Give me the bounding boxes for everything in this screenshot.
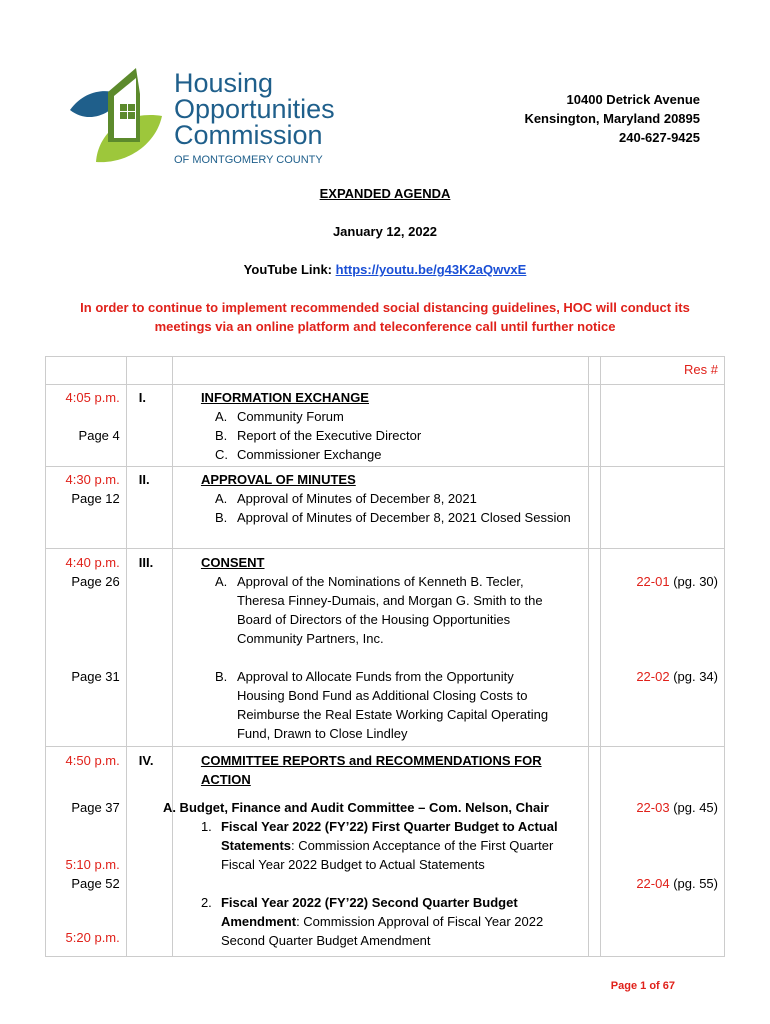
notice-line-1: In order to continue to implement recommended social distancing guidelines, HOC will conduct its <box>80 300 690 315</box>
section-row-3 <box>46 549 725 747</box>
section-3-b-page: Page 31 <box>71 669 120 684</box>
section-1-num: I. <box>126 385 172 467</box>
address-phone: 240-627-9425 <box>619 130 700 145</box>
section-1-page: Page 4 <box>78 428 120 443</box>
page-footer: Page 1 of 67 <box>610 980 675 992</box>
section-2-page: Page 12 <box>71 491 120 506</box>
section-row-1 <box>46 385 725 467</box>
section-4-item-1: 1. Fiscal Year 2022 (FY’22) First Quarter Budget to Actual Statements: Commission Acceptance of the First Quarter Fiscal Year 2022 Budget to Actual Statements <box>200 819 558 872</box>
section-2-title: APPROVAL OF MINUTES <box>200 472 356 487</box>
section-1-item-b: B. Report of the Executive Director <box>214 428 422 443</box>
res-22-02: 22-02 (pg. 34) <box>636 669 718 684</box>
res-22-03: 22-03 (pg. 45) <box>636 800 718 815</box>
hoc-logo <box>66 66 366 170</box>
section-4-title: COMMITTEE REPORTS and RECOMMENDATIONS FOR ACTION <box>200 753 542 787</box>
section-3-title: CONSENT <box>200 555 265 570</box>
section-2-item-a: A. Approval of Minutes of December 8, 2021 <box>214 491 477 506</box>
table-header-row <box>46 357 725 385</box>
section-4-time: 4:50 p.m. <box>65 753 120 768</box>
house-leaf-icon <box>66 66 176 170</box>
section-3-item-a: A. Approval of the Nominations of Kenneth B. Tecler, Theresa Finney-Dumais, and Morgan G. Smith to the Board of Directors of the Housing Opportunities Community Partners, Inc. <box>214 574 543 646</box>
section-1-item-a: A. Community Forum <box>214 409 344 424</box>
section-4-i1-page: Page 37 <box>71 800 120 815</box>
section-3-time: 4:40 p.m. <box>65 555 120 570</box>
res-22-01: 22-01 (pg. 30) <box>636 574 718 589</box>
section-3-item-b: B. Approval to Allocate Funds from the Opportunity Housing Bond Fund as Additional Closing Costs to Reimburse the Real Estate Working Capital Operating Fund, Drawn to Close Lindley <box>214 669 549 741</box>
res-22-04: 22-04 (pg. 55) <box>636 876 718 891</box>
section-2-num: II. <box>126 467 172 549</box>
section-2-time: 4:30 p.m. <box>65 472 120 487</box>
section-3-num: III. <box>126 549 172 747</box>
section-4-i2-time: 5:10 p.m. <box>65 857 120 872</box>
section-2-item-b: B. Approval of Minutes of December 8, 2021 Closed Session <box>214 510 571 525</box>
address-block <box>524 90 700 147</box>
section-1-title: INFORMATION EXCHANGE <box>200 390 369 405</box>
youtube-link[interactable]: https://youtu.be/g43K2aQwvxE <box>335 262 527 277</box>
res-header: Res # <box>601 357 725 385</box>
notice-line-2: meetings via an online platform and teleconference call until further notice <box>154 319 616 334</box>
youtube-line <box>0 262 770 277</box>
section-4-num: IV. <box>126 747 172 957</box>
youtube-label: YouTube Link: <box>243 262 336 277</box>
section-4-item-2: 2. Fiscal Year 2022 (FY’22) Second Quarter Budget Amendment: Commission Approval of Fiscal Year 2022 Second Quarter Budget Amendment <box>200 895 544 948</box>
address-city: Kensington, Maryland 20895 <box>524 111 700 126</box>
agenda-table <box>45 356 725 957</box>
section-row-4 <box>46 747 725 957</box>
logo-line-county: OF MONTGOMERY COUNTY <box>174 154 323 166</box>
section-1-item-c: C. Commissioner Exchange <box>214 447 382 462</box>
section-row-2 <box>46 467 725 549</box>
address-street: 10400 Detrick Avenue <box>566 92 700 107</box>
committee-heading: A. Budget, Finance and Audit Committee – Com. Nelson, Chair <box>162 800 549 815</box>
logo-line-commission: Commission <box>174 120 323 150</box>
logo-line-housing: Housing <box>174 68 274 98</box>
section-4-last-time: 5:20 p.m. <box>65 930 120 945</box>
section-3-page: Page 26 <box>71 574 120 589</box>
logo-line-opportunities: Opportunities <box>174 94 335 124</box>
agenda-title: EXPANDED AGENDA <box>319 186 451 201</box>
section-4-i2-page: Page 52 <box>71 876 120 891</box>
agenda-date: January 12, 2022 <box>332 224 438 239</box>
section-1-time: 4:05 p.m. <box>65 390 120 405</box>
